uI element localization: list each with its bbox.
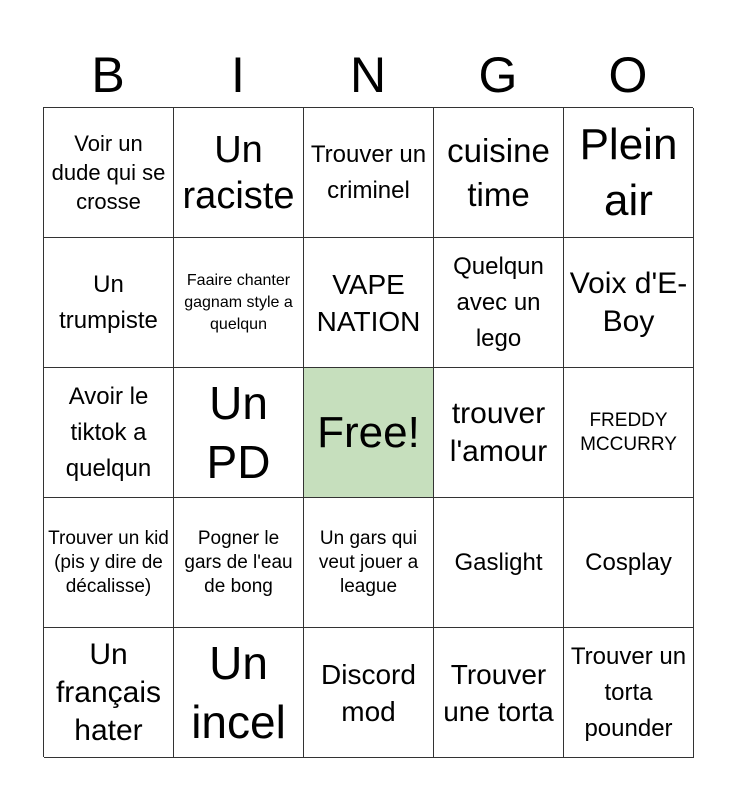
bingo-cell-r1c2[interactable]: [174, 108, 304, 238]
bingo-cell-r5c4[interactable]: [434, 628, 564, 758]
bingo-cell-r4c2[interactable]: [174, 498, 304, 628]
header-letter-o: O: [608, 47, 648, 103]
bingo-cell-r4c5[interactable]: [564, 498, 694, 628]
cell-text: Pogner le gars de l'eau de bong: [184, 527, 293, 597]
cell-text: Gaslight: [454, 548, 543, 576]
header-letter-b: B: [91, 47, 125, 103]
cell-text: Faaire chanter gagnam style a quelqun: [184, 271, 293, 333]
cell-text: Trouver un criminel: [310, 140, 427, 204]
cell-text: Trouver un torta pounder: [570, 642, 687, 742]
cell-text: Trouver un kid (pis y dire de décalisse): [48, 527, 169, 597]
cell-text: cuisine time: [447, 131, 550, 213]
bingo-cell-r1c5[interactable]: [564, 108, 694, 238]
bingo-cell-r5c2[interactable]: [174, 628, 304, 758]
cell-text: Un raciste: [182, 128, 295, 217]
bingo-cell-r1c4[interactable]: [434, 108, 564, 238]
cell-text: Avoir le tiktok a quelqun: [65, 382, 152, 482]
cell-text: Un français hater: [55, 637, 162, 747]
cell-text: trouver l'amour: [449, 396, 548, 468]
cell-text: FREDDY MCCURRY: [580, 409, 677, 455]
bingo-cell-r5c3[interactable]: [304, 628, 434, 758]
bingo-cell-r1c3[interactable]: [304, 108, 434, 238]
bingo-cell-r3c2[interactable]: [174, 368, 304, 498]
cell-text: VAPE NATION: [316, 268, 421, 337]
bingo-cell-r3c1[interactable]: [44, 368, 174, 498]
bingo-cell-r4c3[interactable]: [304, 498, 434, 628]
cell-text: Discord mod: [321, 658, 416, 727]
header-letter-g: G: [478, 47, 518, 103]
bingo-cell-r3c4[interactable]: [434, 368, 564, 498]
cell-text: Plein air: [579, 119, 678, 225]
cell-text: Cosplay: [585, 548, 672, 576]
cell-text: Un incel: [191, 636, 286, 748]
bingo-cell-r5c5[interactable]: [564, 628, 694, 758]
cell-text: Voix d'E-Boy: [569, 266, 688, 338]
bingo-cell-r5c1[interactable]: [44, 628, 174, 758]
cell-text: Un PD: [206, 376, 271, 488]
cell-text: Voir un dude qui se crosse: [51, 131, 166, 214]
header-letter-i: I: [231, 47, 245, 103]
bingo-header: [43, 44, 693, 106]
cell-text: Un gars qui veut jouer a league: [318, 527, 419, 597]
free-space-label: Free!: [317, 407, 420, 457]
bingo-cell-r1c1[interactable]: [44, 108, 174, 238]
bingo-cell-r4c1[interactable]: [44, 498, 174, 628]
cell-text: Quelqun avec un lego: [453, 252, 544, 352]
bingo-cell-r2c1[interactable]: [44, 238, 174, 368]
free-space-cell[interactable]: [304, 368, 434, 498]
header-letter-n: N: [349, 47, 387, 103]
bingo-cell-r2c2[interactable]: [174, 238, 304, 368]
bingo-cell-r2c3[interactable]: [304, 238, 434, 368]
bingo-cell-r2c5[interactable]: [564, 238, 694, 368]
bingo-cell-r4c4[interactable]: [434, 498, 564, 628]
cell-text: Un trumpiste: [59, 270, 158, 334]
bingo-cell-r3c5[interactable]: [564, 368, 694, 498]
bingo-board: [43, 107, 693, 757]
bingo-cell-r2c4[interactable]: [434, 238, 564, 368]
cell-text: Trouver une torta: [443, 658, 554, 727]
